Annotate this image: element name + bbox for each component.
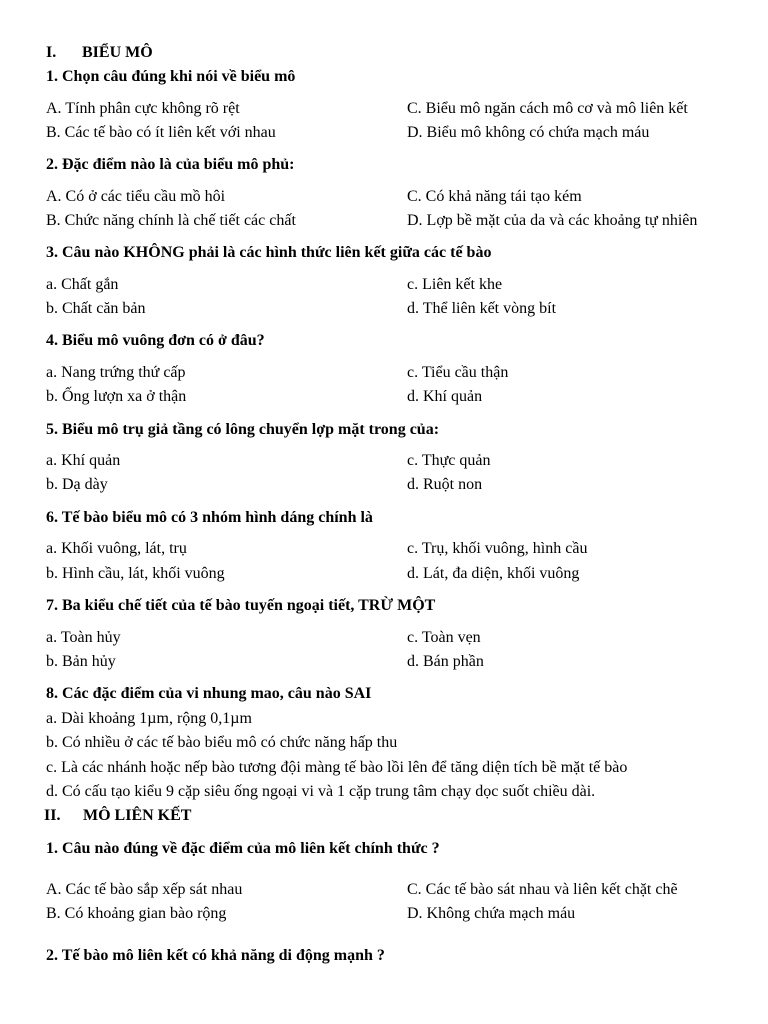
section-number: II. xyxy=(44,807,61,824)
answer-option: B. Các tế bào có ít liên kết với nhau xyxy=(46,124,276,141)
answer-option: A. Có ở các tiểu cầu mồ hôi xyxy=(46,188,226,205)
answer-option: a. Khối vuông, lát, trụ xyxy=(46,540,187,557)
question-heading: 8. Các đặc điểm của vi nhung mao, câu nào SAI xyxy=(46,685,372,702)
answer-option: c. Trụ, khối vuông, hình cầu xyxy=(407,540,588,557)
answer-option: a. Dài khoảng 1µm, rộng 0,1µm xyxy=(46,710,252,727)
answer-option: B. Chức năng chính là chế tiết các chất xyxy=(46,212,296,229)
answer-option: d. Bán phần xyxy=(407,653,484,670)
question-heading: 2. Tế bào mô liên kết có khả năng di động mạnh ? xyxy=(46,947,385,964)
answer-option: d. Khí quản xyxy=(407,388,483,405)
answer-option: B. Có khoảng gian bào rộng xyxy=(46,905,227,922)
answer-option: a. Toàn hủy xyxy=(46,629,121,646)
section-number: I. xyxy=(46,44,57,61)
answer-option: d. Có cấu tạo kiểu 9 cặp siêu ống ngoại vi và 1 cặp trung tâm chạy dọc suốt chiều dài. xyxy=(46,783,596,800)
question-heading: 4. Biểu mô vuông đơn có ở đâu? xyxy=(46,332,265,349)
answer-option: A. Tính phân cực không rõ rệt xyxy=(46,100,240,117)
answer-option: C. Biểu mô ngăn cách mô cơ và mô liên kết xyxy=(407,100,688,117)
answer-option: d. Lát, đa diện, khối vuông xyxy=(407,565,580,582)
answer-option: c. Tiểu cầu thận xyxy=(407,364,509,381)
question-heading: 5. Biểu mô trụ giả tầng có lông chuyển lợp mặt trong của: xyxy=(46,421,440,438)
question-heading: 6. Tế bào biểu mô có 3 nhóm hình dáng chính là xyxy=(46,509,373,526)
answer-option: A. Các tế bào sắp xếp sát nhau xyxy=(46,881,243,898)
answer-option: c. Là các nhánh hoặc nếp bào tương đội màng tế bào lồi lên để tăng diện tích bề mặt tế bào xyxy=(46,759,628,776)
section-title: MÔ LIÊN KẾT xyxy=(83,807,192,824)
answer-option: b. Dạ dày xyxy=(46,476,108,493)
answer-option: c. Toàn vẹn xyxy=(407,629,481,646)
answer-option: D. Không chứa mạch máu xyxy=(407,905,576,922)
answer-option: b. Hình cầu, lát, khối vuông xyxy=(46,565,225,582)
answer-option: D. Biểu mô không có chứa mạch máu xyxy=(407,124,650,141)
answer-option: b. Chất căn bản xyxy=(46,300,146,317)
answer-option: b. Bản hủy xyxy=(46,653,116,670)
answer-option: d. Thể liên kết vòng bít xyxy=(407,300,557,317)
answer-option: a. Khí quản xyxy=(46,452,121,469)
section-title: BIỂU MÔ xyxy=(82,44,153,61)
answer-option: b. Có nhiều ở các tế bào biểu mô có chức năng hấp thu xyxy=(46,734,398,751)
answer-option: b. Ống lượn xa ở thận xyxy=(46,388,187,405)
answer-option: a. Chất gắn xyxy=(46,276,119,293)
question-heading: 1. Câu nào đúng về đặc điểm của mô liên kết chính thức ? xyxy=(46,840,440,857)
question-heading: 7. Ba kiểu chế tiết của tế bào tuyến ngoại tiết, TRỪ MỘT xyxy=(46,597,436,614)
answer-option: C. Có khả năng tái tạo kém xyxy=(407,188,582,205)
answer-option: d. Ruột non xyxy=(407,476,483,493)
answer-option: c. Liên kết khe xyxy=(407,276,503,293)
question-heading: 1. Chọn câu đúng khi nói về biểu mô xyxy=(46,68,296,85)
question-heading: 2. Đặc điểm nào là của biểu mô phủ: xyxy=(46,156,295,173)
question-heading: 3. Câu nào KHÔNG phải là các hình thức liên kết giữa các tế bào xyxy=(46,244,492,261)
answer-option: D. Lợp bề mặt của da và các khoảng tự nhiên xyxy=(407,212,698,229)
answer-option: a. Nang trứng thứ cấp xyxy=(46,364,186,381)
answer-option: C. Các tế bào sát nhau và liên kết chặt chẽ xyxy=(407,881,678,898)
answer-option: c. Thực quản xyxy=(407,452,491,469)
